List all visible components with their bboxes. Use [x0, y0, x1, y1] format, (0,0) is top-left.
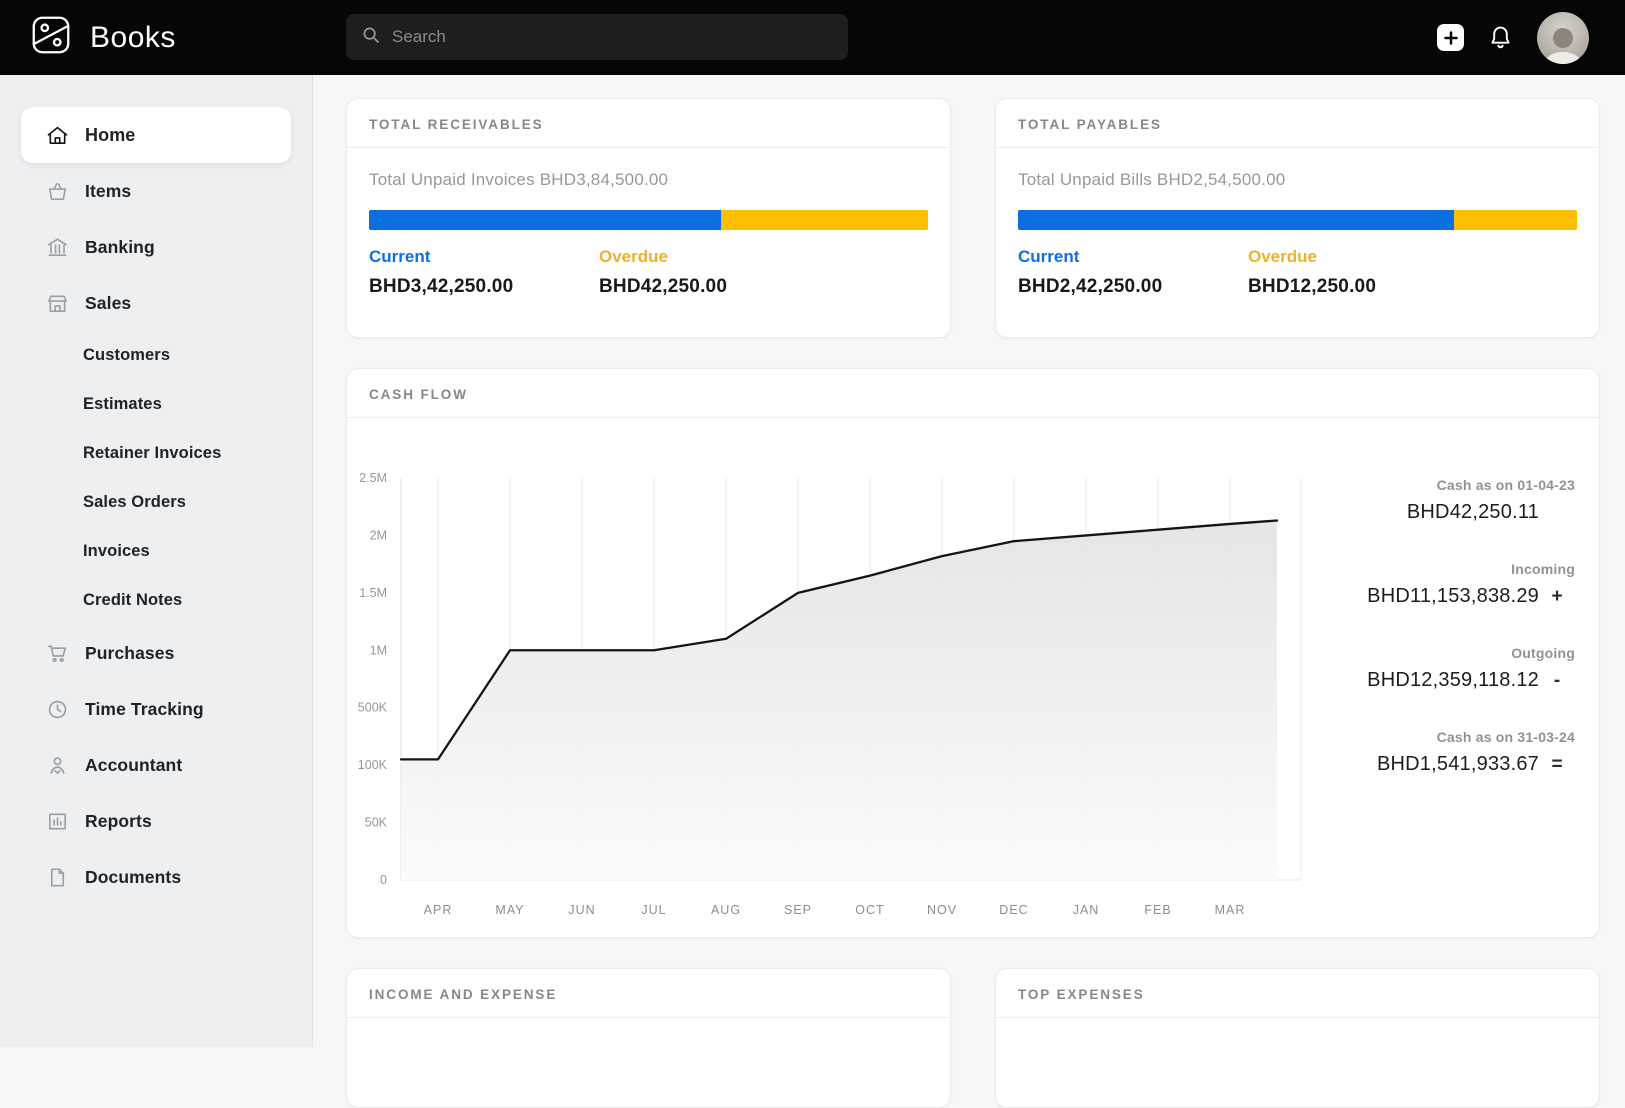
receivables-overdue-label: Overdue: [599, 247, 668, 266]
sidebar-item-credit-notes[interactable]: Credit Notes: [83, 591, 183, 609]
sidebar-item-purchases[interactable]: Purchases: [21, 625, 291, 681]
svg-text:100K: 100K: [357, 758, 387, 773]
topbar: [0, 0, 1625, 75]
sidebar-item-invoices[interactable]: Invoices: [83, 542, 150, 560]
payables-current-label: Current: [1018, 247, 1080, 266]
time-tracking-icon: [45, 697, 69, 721]
receivables-current-value: BHD3,42,250.00: [369, 276, 514, 297]
payables-overdue-label: Overdue: [1248, 247, 1317, 266]
svg-text:AUG: AUG: [710, 903, 742, 917]
sidebar-item-sales-orders[interactable]: Sales Orders: [83, 493, 187, 511]
total-receivables-card: [346, 98, 951, 338]
income-expense-card-title: INCOME AND EXPENSE: [347, 969, 950, 1018]
purchases-icon: [45, 641, 69, 665]
svg-text:NOV: NOV: [926, 903, 958, 917]
notifications-bell-icon[interactable]: [1487, 24, 1514, 51]
search-bar[interactable]: [346, 14, 848, 60]
receivables-card-title: TOTAL RECEIVABLES: [347, 99, 950, 148]
receivables-overdue-value: BHD42,250.00: [599, 276, 728, 297]
svg-text:JUL: JUL: [641, 903, 667, 917]
cashflow-stat-incoming: Incoming BHD11,153,838.29 +: [1367, 561, 1575, 607]
banking-icon: [45, 235, 69, 259]
receivables-unpaid-total: Total Unpaid Invoices BHD3,84,500.00: [369, 170, 669, 189]
dashboard: [313, 75, 1625, 1047]
sidebar-item-reports[interactable]: Reports: [21, 793, 291, 849]
documents-icon: [45, 865, 69, 889]
user-avatar[interactable]: [1537, 12, 1589, 64]
cash-flow-card: [346, 368, 1600, 938]
cashflow-chart: [347, 424, 1361, 924]
sidebar-item-items[interactable]: Items: [21, 163, 291, 219]
sidebar-item-estimates[interactable]: Estimates: [83, 395, 162, 413]
svg-text:2.5M: 2.5M: [359, 471, 387, 485]
sidebar-item-customers[interactable]: Customers: [83, 346, 171, 364]
cash-flow-card-title: CASH FLOW: [347, 369, 1599, 418]
payables-current-value: BHD2,42,250.00: [1018, 276, 1163, 297]
svg-text:MAR: MAR: [1214, 903, 1246, 917]
search-input[interactable]: [392, 27, 834, 47]
svg-text:1M: 1M: [369, 643, 387, 658]
svg-text:0: 0: [380, 873, 387, 887]
sidebar-item-banking[interactable]: Banking: [21, 219, 291, 275]
svg-text:OCT: OCT: [855, 903, 885, 917]
sidebar-item-home[interactable]: Home: [21, 107, 291, 163]
payables-progress-bar: [1018, 210, 1577, 230]
sidebar-item-documents[interactable]: Documents: [21, 849, 291, 905]
receivables-current-segment: [369, 210, 721, 230]
svg-text:FEB: FEB: [1144, 903, 1172, 917]
svg-text:APR: APR: [423, 903, 453, 917]
sales-icon: [45, 291, 69, 315]
books-logo-icon: [28, 12, 74, 63]
svg-text:JAN: JAN: [1072, 903, 1100, 917]
svg-text:500K: 500K: [357, 700, 387, 715]
reports-icon: [45, 809, 69, 833]
sidebar-item-time-tracking[interactable]: Time Tracking: [21, 681, 291, 737]
payables-current-segment: [1018, 210, 1454, 230]
payables-overdue-value: BHD12,250.00: [1248, 276, 1377, 297]
items-icon: [45, 179, 69, 203]
cashflow-stat-outgoing: Outgoing BHD12,359,118.12 -: [1367, 645, 1575, 691]
svg-text:50K: 50K: [364, 815, 387, 830]
svg-text:DEC: DEC: [999, 903, 1029, 917]
app-logo[interactable]: [0, 12, 285, 63]
cashflow-stats: [1275, 477, 1575, 776]
search-icon: [360, 24, 382, 51]
home-icon: [45, 123, 69, 147]
svg-text:2M: 2M: [369, 528, 387, 543]
sidebar-nav: [0, 107, 312, 905]
app-title: Books: [90, 20, 176, 54]
svg-text:SEP: SEP: [783, 903, 813, 917]
svg-text:MAY: MAY: [495, 903, 525, 917]
svg-text:1.5M: 1.5M: [359, 585, 387, 600]
payables-unpaid-total: Total Unpaid Bills BHD2,54,500.00: [1018, 170, 1286, 189]
total-payables-card: [995, 98, 1600, 338]
top-expenses-card: [995, 968, 1600, 1108]
receivables-current-label: Current: [369, 247, 431, 266]
top-expenses-card-title: TOP EXPENSES: [996, 969, 1599, 1018]
accountant-icon: [45, 753, 69, 777]
sidebar-item-retainer-invoices[interactable]: Retainer Invoices: [83, 444, 222, 462]
sidebar-item-accountant[interactable]: Accountant: [21, 737, 291, 793]
payables-card-title: TOTAL PAYABLES: [996, 99, 1599, 148]
receivables-progress-bar: [369, 210, 928, 230]
cashflow-stat-cash-as-on-31-03-24: Cash as on 31-03-24 BHD1,541,933.67 =: [1376, 729, 1575, 775]
svg-text:JUN: JUN: [568, 903, 596, 917]
cashflow-stat-cash-as-on-01-04-23: Cash as on 01-04-23 BHD42,250.11: [1406, 477, 1575, 523]
quick-create-button[interactable]: [1437, 24, 1464, 51]
sidebar-item-sales[interactable]: Sales: [21, 275, 291, 331]
sidebar: [0, 75, 313, 1047]
income-and-expense-card: [346, 968, 951, 1108]
